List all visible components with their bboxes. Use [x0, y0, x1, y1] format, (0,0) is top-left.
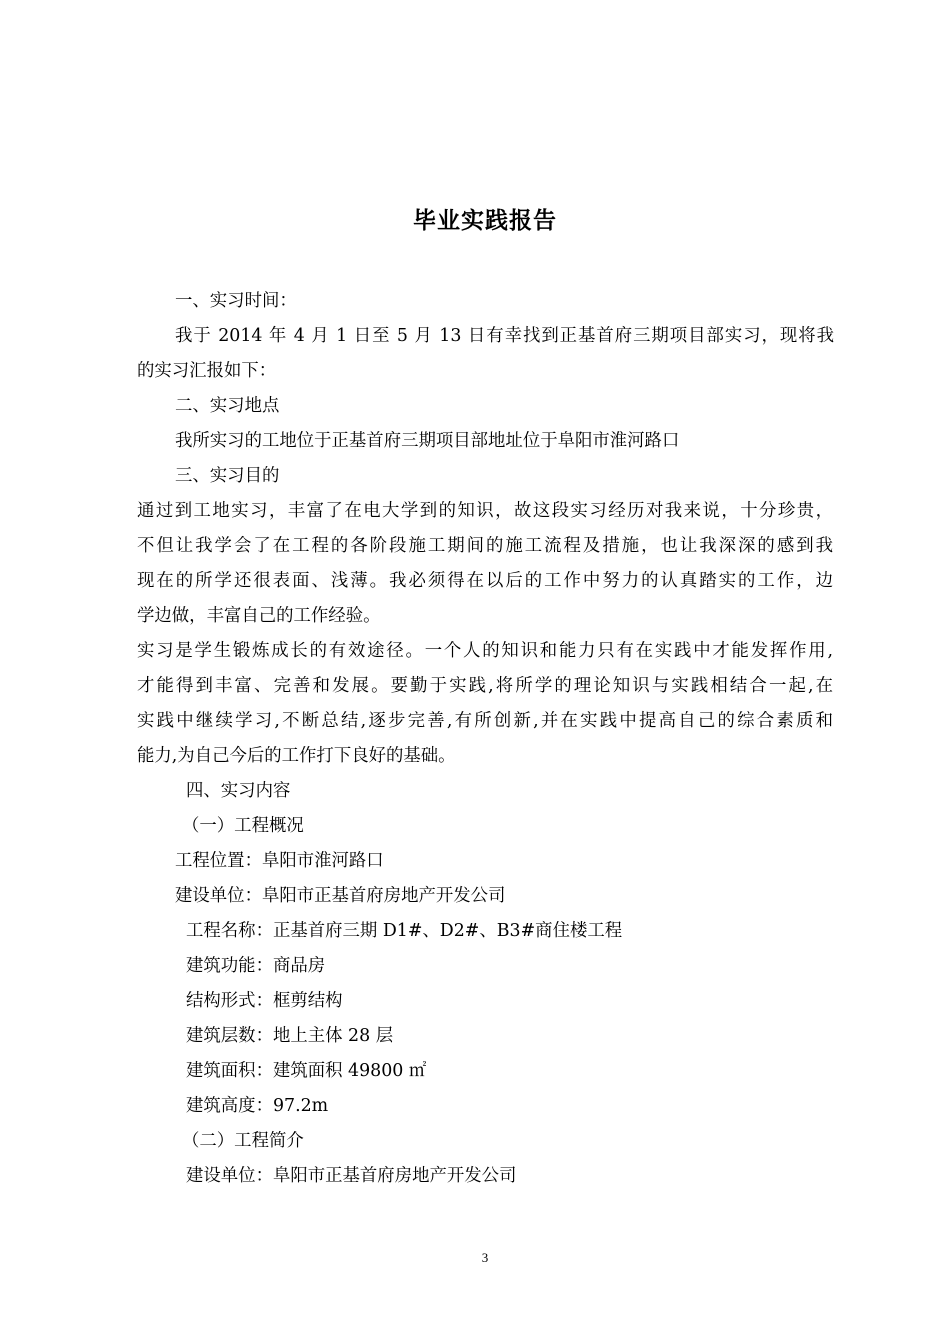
paragraph-line: 实践中继续学习,不断总结,逐步完善,有所创新,并在实践中提高自己的综合素质和 [137, 711, 833, 731]
paragraph-line: 实习是学生锻炼成长的有效途径。一个人的知识和能力只有在实践中才能发挥作用, [137, 641, 833, 661]
page-number: 3 [481, 1250, 489, 1265]
info-line: 建筑高度：97.2m [186, 1096, 329, 1116]
info-line: 工程位置：阜阳市淮河路口 [175, 851, 384, 871]
info-line: 建设单位：阜阳市正基首府房地产开发公司 [186, 1166, 517, 1186]
paragraph-line: 能力,为自己今后的工作打下良好的基础。 [137, 746, 456, 766]
paragraph-line: 我于 2014 年 4 月 1 日至 5 月 13 日有幸找到正基首府三期项目部实习，现将我 [175, 326, 834, 346]
paragraph-line: 的实习汇报如下： [137, 361, 277, 381]
info-line: 结构形式：框剪结构 [186, 991, 343, 1011]
paragraph-line: 学边做，丰富自己的工作经验。 [137, 606, 381, 626]
info-line: 建筑层数：地上主体 28 层 [186, 1026, 394, 1046]
paragraph-line: 我所实习的工地位于正基首府三期项目部地址位于阜阳市淮河路口 [175, 431, 680, 451]
subheading-project-intro: （二）工程简介 [182, 1131, 304, 1151]
heading-internship-content: 四、实习内容 [186, 781, 291, 801]
info-line: 建筑功能：商品房 [186, 956, 326, 976]
subheading-project-overview: （一）工程概况 [182, 816, 304, 836]
paragraph-line: 通过到工地实习，丰富了在电大学到的知识，故这段实习经历对我来说，十分珍贵， [137, 501, 833, 521]
heading-internship-location: 二、实习地点 [175, 396, 280, 416]
info-line: 工程名称：正基首府三期 D1#、D2#、B3#商住楼工程 [186, 921, 623, 941]
paragraph-line: 现在的所学还很表面、浅薄。我必须得在以后的工作中努力的认真踏实的工作，边 [137, 571, 833, 591]
heading-internship-time: 一、实习时间： [175, 291, 297, 311]
info-line: 建筑面积：建筑面积 49800 ㎡ [186, 1061, 427, 1081]
paragraph-line: 不但让我学会了在工程的各阶段施工期间的施工流程及措施，也让我深深的感到我 [137, 536, 833, 556]
page-title: 毕业实践报告 [413, 208, 557, 234]
paragraph-line: 才能得到丰富、完善和发展。要勤于实践,将所学的理论知识与实践相结合一起,在 [137, 676, 833, 696]
heading-internship-purpose: 三、实习目的 [175, 466, 280, 486]
info-line: 建设单位：阜阳市正基首府房地产开发公司 [175, 886, 506, 906]
